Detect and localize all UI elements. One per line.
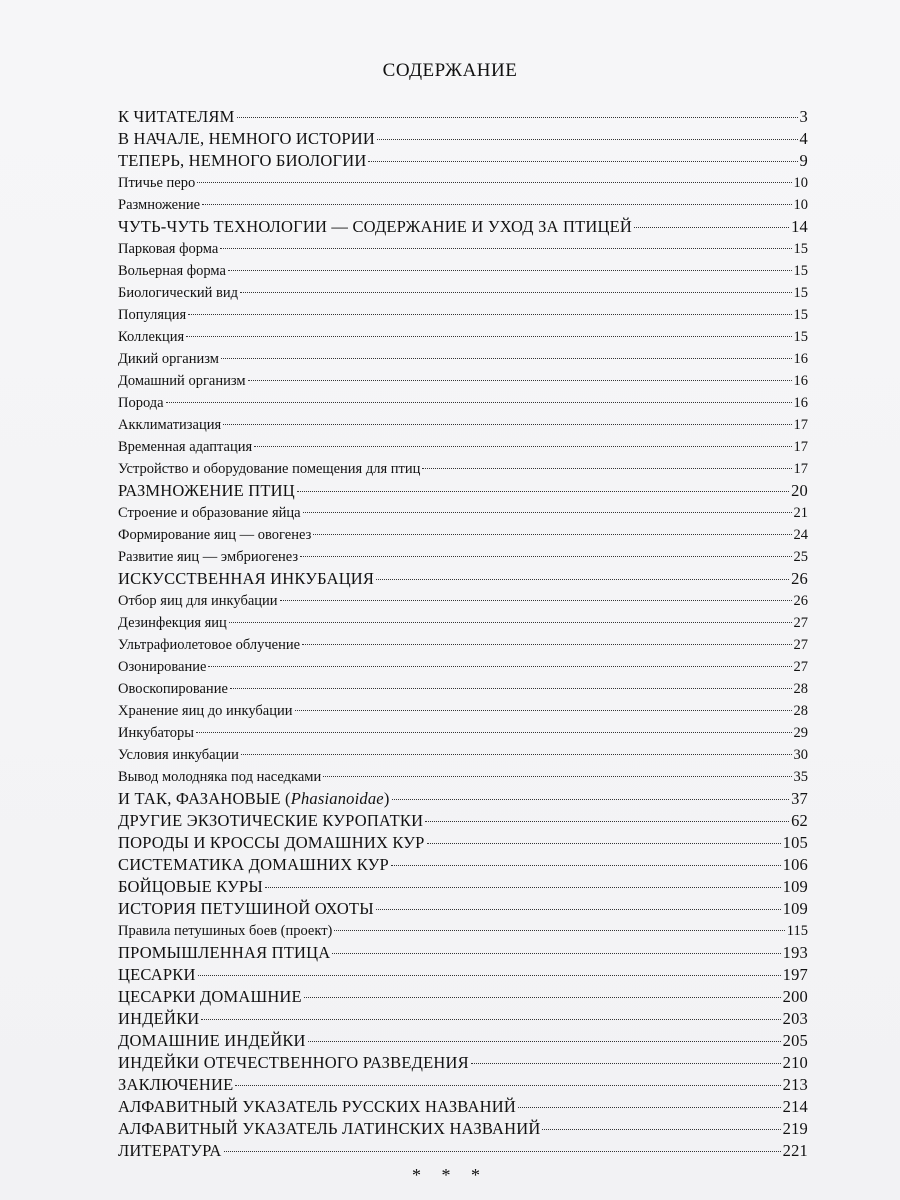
toc-page-number: 27 xyxy=(793,637,808,653)
toc-page-number: 29 xyxy=(793,725,808,741)
toc-entry-title: ЛИТЕРАТУРА xyxy=(118,1141,222,1160)
toc-page-number: 105 xyxy=(782,833,808,852)
toc-entry-title: ИНДЕЙКИ xyxy=(118,1009,200,1028)
toc-entry xyxy=(118,700,808,722)
toc-page-number: 62 xyxy=(791,811,808,830)
toc-page-number: 28 xyxy=(793,681,808,697)
toc-entry xyxy=(118,172,808,194)
toc-page-number: 193 xyxy=(782,943,808,962)
toc-entry-title: Акклиматизация xyxy=(118,417,222,433)
footer-ornament: * * * xyxy=(412,1165,488,1185)
dot-leader xyxy=(208,666,791,667)
toc-page-number: 197 xyxy=(782,965,808,984)
toc-entry-title: Овоскопирование xyxy=(118,681,228,697)
toc-entry xyxy=(118,656,808,678)
toc-entry-title: АЛФАВИТНЫЙ УКАЗАТЕЛЬ ЛАТИНСКИХ НАЗВАНИЙ xyxy=(118,1119,541,1138)
toc-entry xyxy=(118,876,808,898)
toc-entry xyxy=(118,238,808,260)
toc-entry xyxy=(118,194,808,216)
toc-entry xyxy=(118,150,808,172)
toc-page-number: 214 xyxy=(782,1097,808,1116)
toc-page-number: 17 xyxy=(793,461,808,477)
toc-page-number: 26 xyxy=(793,593,808,609)
toc-page-number: 26 xyxy=(791,569,808,588)
toc-page-number: 20 xyxy=(791,481,808,500)
toc-entry xyxy=(118,370,808,392)
dot-leader xyxy=(224,1151,781,1152)
toc-entry-title: Популяция xyxy=(118,307,187,323)
dot-leader xyxy=(425,821,789,822)
toc-entry-title: Дезинфекция яиц xyxy=(118,615,227,631)
toc-entry xyxy=(118,766,808,788)
toc-entry-title: Вольерная форма xyxy=(118,263,226,279)
toc-entry xyxy=(118,898,808,920)
toc-page-number: 10 xyxy=(793,175,808,191)
toc-entry-title: ПОРОДЫ И КРОССЫ ДОМАШНИХ КУР xyxy=(118,833,425,852)
toc-page-number: 203 xyxy=(782,1009,808,1028)
toc-entry-title: Парковая форма xyxy=(118,241,219,257)
dot-leader xyxy=(237,117,798,118)
toc-entry xyxy=(118,832,808,854)
toc-page-number: 3 xyxy=(799,107,808,126)
toc-entry xyxy=(118,634,808,656)
toc-page-number: 24 xyxy=(793,527,808,543)
toc-entry xyxy=(118,788,808,810)
toc-entry-title: Инкубаторы xyxy=(118,725,194,741)
dot-leader xyxy=(197,182,791,183)
toc-page-number: 219 xyxy=(782,1119,808,1138)
toc-entry-title: К ЧИТАТЕЛЯМ xyxy=(118,107,235,126)
toc-entry-title: Озонирование xyxy=(118,659,207,675)
dot-leader xyxy=(241,754,792,755)
toc-entry xyxy=(118,414,808,436)
dot-leader xyxy=(377,139,798,140)
dot-leader xyxy=(300,556,791,557)
dot-leader xyxy=(376,909,781,910)
dot-leader xyxy=(230,688,792,689)
toc-entry-title: Домашний организм xyxy=(118,373,246,389)
dot-leader xyxy=(334,930,784,931)
dot-leader xyxy=(297,491,789,492)
toc-entry-title: Размножение xyxy=(118,197,201,213)
dot-leader xyxy=(542,1129,780,1130)
toc-entry-title: ПРОМЫШЛЕННАЯ ПТИЦА xyxy=(118,943,331,962)
dot-leader xyxy=(186,336,791,337)
toc-page-number: 27 xyxy=(793,615,808,631)
dot-leader xyxy=(220,248,791,249)
dot-leader xyxy=(223,424,791,425)
toc-entry-title: Условия инкубации xyxy=(118,747,239,763)
toc-page-number: 15 xyxy=(793,307,808,323)
toc-entry xyxy=(118,392,808,414)
toc-entry xyxy=(118,568,808,590)
dot-leader xyxy=(229,622,792,623)
toc-entry-title: Птичье перо xyxy=(118,175,196,191)
toc-page-number: 115 xyxy=(786,923,808,939)
dot-leader xyxy=(235,1085,780,1086)
toc-entry xyxy=(118,282,808,304)
toc-page-number: 109 xyxy=(782,899,808,918)
dot-leader xyxy=(634,227,789,228)
toc-entry xyxy=(118,260,808,282)
dot-leader xyxy=(254,446,791,447)
dot-leader xyxy=(323,776,791,777)
dot-leader xyxy=(295,710,792,711)
toc-page-number: 37 xyxy=(791,789,808,808)
toc-page-number: 210 xyxy=(782,1053,808,1072)
dot-leader xyxy=(228,270,792,271)
toc-entry xyxy=(118,1118,808,1140)
dot-leader xyxy=(202,204,791,205)
table-of-contents xyxy=(118,106,808,1162)
toc-page-number: 14 xyxy=(791,217,808,236)
dot-leader xyxy=(248,380,792,381)
toc-entry-title: ДОМАШНИЕ ИНДЕЙКИ xyxy=(118,1031,306,1050)
toc-entry-title: И ТАК, ФАЗАНОВЫЕ (Phasianoidae) xyxy=(118,789,390,808)
toc-entry xyxy=(118,1074,808,1096)
toc-entry xyxy=(118,1140,808,1162)
toc-entry xyxy=(118,524,808,546)
toc-entry-title: ТЕПЕРЬ, НЕМНОГО БИОЛОГИИ xyxy=(118,151,367,170)
toc-entry xyxy=(118,458,808,480)
dot-leader xyxy=(313,534,791,535)
toc-entry xyxy=(118,744,808,766)
toc-page-number: 17 xyxy=(793,417,808,433)
toc-page-number: 15 xyxy=(793,241,808,257)
toc-entry-title: РАЗМНОЖЕНИЕ ПТИЦ xyxy=(118,481,295,500)
toc-entry xyxy=(118,128,808,150)
toc-page-number: 16 xyxy=(793,351,808,367)
toc-page-number: 200 xyxy=(782,987,808,1006)
toc-entry-title: Коллекция xyxy=(118,329,185,345)
toc-entry xyxy=(118,678,808,700)
toc-entry xyxy=(118,920,808,942)
toc-entry-title: БОЙЦОВЫЕ КУРЫ xyxy=(118,877,263,896)
toc-entry xyxy=(118,502,808,524)
toc-entry-title: ДРУГИЕ ЭКЗОТИЧЕСКИЕ КУРОПАТКИ xyxy=(118,811,424,830)
toc-page-number: 17 xyxy=(793,439,808,455)
toc-entry-title: АЛФАВИТНЫЙ УКАЗАТЕЛЬ РУССКИХ НАЗВАНИЙ xyxy=(118,1097,516,1116)
dot-leader xyxy=(427,843,781,844)
toc-entry-title: ЗАКЛЮЧЕНИЕ xyxy=(118,1075,234,1094)
dot-leader xyxy=(332,953,780,954)
toc-page-number: 109 xyxy=(782,877,808,896)
toc-entry xyxy=(118,546,808,568)
toc-entry-title: Временная адаптация xyxy=(118,439,253,455)
toc-entry-title: ИНДЕЙКИ ОТЕЧЕСТВЕННОГО РАЗВЕДЕНИЯ xyxy=(118,1053,469,1072)
toc-entry-title: Формирование яиц — овогенез xyxy=(118,527,312,543)
toc-entry xyxy=(118,612,808,634)
toc-entry xyxy=(118,348,808,370)
toc-entry-title: Развитие яиц — эмбриогенез xyxy=(118,549,299,565)
toc-page-number: 16 xyxy=(793,373,808,389)
dot-leader xyxy=(221,358,792,359)
dot-leader xyxy=(518,1107,781,1108)
dot-leader xyxy=(265,887,781,888)
toc-page-number: 28 xyxy=(793,703,808,719)
dot-leader xyxy=(391,865,781,866)
toc-entry-title: Отбор яиц для инкубации xyxy=(118,593,278,609)
dot-leader xyxy=(198,975,781,976)
dot-leader xyxy=(368,161,797,162)
toc-entry-title: Порода xyxy=(118,395,164,411)
dot-leader xyxy=(471,1063,781,1064)
toc-entry-title: В НАЧАЛЕ, НЕМНОГО ИСТОРИИ xyxy=(118,129,375,148)
toc-entry xyxy=(118,304,808,326)
toc-entry-title: ИСКУССТВЕННАЯ ИНКУБАЦИЯ xyxy=(118,569,375,588)
toc-entry-title: Строение и образование яйца xyxy=(118,505,301,521)
toc-entry-title: Правила петушиных боев (проект) xyxy=(118,923,333,939)
toc-page-number: 10 xyxy=(793,197,808,213)
toc-entry-title: ЦЕСАРКИ xyxy=(118,965,196,984)
toc-entry xyxy=(118,1030,808,1052)
toc-page-number: 15 xyxy=(793,285,808,301)
toc-entry xyxy=(118,1008,808,1030)
toc-page-number: 25 xyxy=(793,549,808,565)
dot-leader xyxy=(376,579,789,580)
dot-leader xyxy=(308,1041,781,1042)
toc-entry xyxy=(118,810,808,832)
toc-entry-title: Ультрафиолетовое облучение xyxy=(118,637,301,653)
dot-leader xyxy=(166,402,792,403)
toc-page-number: 27 xyxy=(793,659,808,675)
toc-page-number: 21 xyxy=(793,505,808,521)
toc-entry xyxy=(118,854,808,876)
toc-entry-title: Дикий организм xyxy=(118,351,219,367)
dot-leader xyxy=(302,644,791,645)
toc-entry-title: ИСТОРИЯ ПЕТУШИНОЙ ОХОТЫ xyxy=(118,899,374,918)
toc-page-number: 35 xyxy=(793,769,808,785)
page-title: СОДЕРЖАНИЕ xyxy=(382,60,518,81)
toc-entry xyxy=(118,1052,808,1074)
toc-entry xyxy=(118,1096,808,1118)
toc-page-number: 4 xyxy=(799,129,808,148)
dot-leader xyxy=(240,292,791,293)
toc-page-number: 205 xyxy=(782,1031,808,1050)
toc-entry-title: Биологический вид xyxy=(118,285,239,301)
toc-entry xyxy=(118,964,808,986)
dot-leader xyxy=(422,468,791,469)
toc-entry xyxy=(118,480,808,502)
dot-leader xyxy=(304,997,781,998)
toc-entry xyxy=(118,326,808,348)
toc-entry-title: Устройство и оборудование помещения для птиц xyxy=(118,461,421,477)
toc-entry xyxy=(118,436,808,458)
toc-entry xyxy=(118,216,808,238)
toc-page-number: 106 xyxy=(782,855,808,874)
toc-entry xyxy=(118,942,808,964)
toc-entry xyxy=(118,986,808,1008)
dot-leader xyxy=(201,1019,780,1020)
toc-entry xyxy=(118,106,808,128)
dot-leader xyxy=(188,314,791,315)
toc-page-number: 9 xyxy=(799,151,808,170)
dot-leader xyxy=(303,512,792,513)
toc-entry xyxy=(118,590,808,612)
dot-leader xyxy=(196,732,792,733)
toc-page-number: 221 xyxy=(782,1141,808,1160)
toc-page-number: 30 xyxy=(793,747,808,763)
dot-leader xyxy=(392,799,790,800)
toc-entry xyxy=(118,722,808,744)
toc-entry-title: ЦЕСАРКИ ДОМАШНИЕ xyxy=(118,987,302,1006)
toc-page-number: 16 xyxy=(793,395,808,411)
toc-entry-title: Вывод молодняка под наседками xyxy=(118,769,322,785)
toc-page-number: 213 xyxy=(782,1075,808,1094)
toc-entry-title: СИСТЕМАТИКА ДОМАШНИХ КУР xyxy=(118,855,389,874)
dot-leader xyxy=(280,600,792,601)
toc-entry-title: ЧУТЬ-ЧУТЬ ТЕХНОЛОГИИ — СОДЕРЖАНИЕ И УХОД ЗА ПТИЦЕЙ xyxy=(118,217,633,236)
toc-entry-title: Хранение яиц до инкубации xyxy=(118,703,293,719)
toc-page-number: 15 xyxy=(793,329,808,345)
toc-page-number: 15 xyxy=(793,263,808,279)
